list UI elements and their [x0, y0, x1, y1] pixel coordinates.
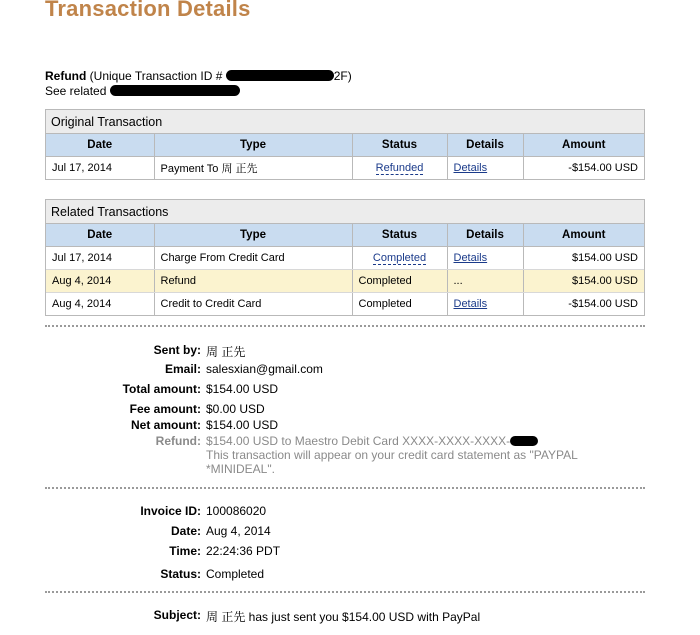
column-header-type: Type	[154, 134, 352, 156]
column-header-amount: Amount	[523, 224, 644, 246]
time-value: 22:24:36 PDT	[206, 544, 281, 558]
unique-id-line	[45, 69, 352, 84]
invoice-id-value: 100086020	[206, 504, 267, 518]
row-amount: -$154.00 USD	[568, 297, 638, 310]
column-header-details: Details	[447, 134, 523, 156]
column-header-details: Details	[447, 224, 523, 246]
see-related-label: See related	[45, 84, 107, 98]
details-link[interactable]: Details	[453, 251, 488, 264]
row-status: Completed	[352, 292, 447, 315]
see-related-line	[45, 84, 352, 99]
time-label: Time:	[169, 544, 201, 558]
fee-amount-label: Fee amount:	[129, 402, 201, 416]
row-details-cell	[447, 156, 523, 179]
transaction-intro	[45, 69, 352, 99]
row-details: ...	[447, 269, 523, 292]
row-type: Credit to Credit Card	[154, 292, 352, 315]
column-header-date: Date	[46, 134, 154, 156]
status-completed-link[interactable]: Completed	[372, 251, 427, 264]
row-amount: -$154.00 USD	[568, 161, 638, 174]
status-label: Status:	[160, 567, 201, 581]
email-label: Email:	[164, 362, 201, 376]
row-date: Aug 4, 2014	[46, 269, 154, 292]
table-header-row	[46, 134, 644, 156]
row-details-cell	[447, 292, 523, 315]
row-type: Refund	[154, 269, 352, 292]
row-amount: $154.00 USD	[523, 269, 644, 292]
section-divider	[45, 325, 645, 327]
date-value: Aug 4, 2014	[206, 524, 271, 538]
details-link[interactable]: Details	[453, 161, 488, 174]
email-value: salesxian@gmail.com	[206, 362, 323, 376]
row-status-cell	[352, 246, 447, 269]
sent-by-label: Sent by:	[153, 343, 201, 357]
unique-id-prefix: (Unique Transaction ID #	[89, 69, 223, 83]
total-amount-value: $154.00 USD	[206, 382, 279, 396]
row-type: Payment To 周 正先	[154, 156, 352, 179]
section-divider	[45, 487, 645, 489]
related-transactions-table	[46, 224, 644, 315]
column-header-date: Date	[46, 224, 154, 246]
refund-statement-note: This transaction will appear on your credit card statement as "PAYPAL *MINIDEAL".	[206, 448, 578, 476]
details-link[interactable]: Details	[453, 297, 488, 310]
redacted-id-mark	[226, 70, 334, 81]
column-header-type: Type	[154, 224, 352, 246]
original-transaction-panel	[45, 109, 645, 180]
row-status-cell	[352, 156, 447, 179]
table-row	[46, 292, 644, 315]
row-details-cell	[447, 246, 523, 269]
unique-id-suffix: 2F)	[333, 69, 352, 83]
total-amount-label: Total amount:	[122, 382, 201, 396]
net-amount-value: $154.00 USD	[206, 418, 279, 432]
subject-label: Subject:	[153, 608, 201, 622]
row-status: Completed	[352, 269, 447, 292]
row-date: Jul 17, 2014	[46, 246, 154, 269]
row-type: Charge From Credit Card	[154, 246, 352, 269]
section-divider	[45, 591, 645, 593]
date-label: Date:	[170, 524, 201, 538]
row-date: Aug 4, 2014	[46, 292, 154, 315]
sent-by-value: 周 正先	[206, 345, 246, 359]
refund-destination: $154.00 USD to Maestro Debit Card XXXX-XXXX-XXXX-	[206, 434, 511, 448]
related-transactions-panel	[45, 199, 645, 316]
column-header-status: Status	[352, 224, 447, 246]
invoice-id-label: Invoice ID:	[140, 504, 201, 518]
redacted-card-mark	[510, 436, 538, 446]
refund-label: Refund:	[155, 434, 201, 448]
net-amount-label: Net amount:	[131, 418, 201, 432]
related-transactions-title: Related Transactions	[46, 200, 644, 224]
page-title: Transaction Details	[45, 0, 251, 21]
table-header-row	[46, 224, 644, 246]
row-date: Jul 17, 2014	[46, 156, 154, 179]
table-row-current	[46, 269, 644, 292]
transaction-type-label: Refund	[45, 69, 87, 83]
subject-value: 周 正先 has just sent you $154.00 USD with PayPal	[206, 610, 481, 624]
column-header-status: Status	[352, 134, 447, 156]
status-refunded-link[interactable]: Refunded	[375, 161, 424, 174]
column-header-amount: Amount	[523, 134, 644, 156]
status-value: Completed	[206, 567, 265, 581]
table-row	[46, 246, 644, 269]
row-amount: $154.00 USD	[523, 246, 644, 269]
redacted-related-mark	[110, 85, 240, 96]
fee-amount-value: $0.00 USD	[206, 402, 265, 416]
original-transaction-table	[46, 134, 644, 179]
table-row	[46, 156, 644, 179]
original-transaction-title: Original Transaction	[46, 110, 644, 134]
refund-value	[206, 434, 606, 476]
